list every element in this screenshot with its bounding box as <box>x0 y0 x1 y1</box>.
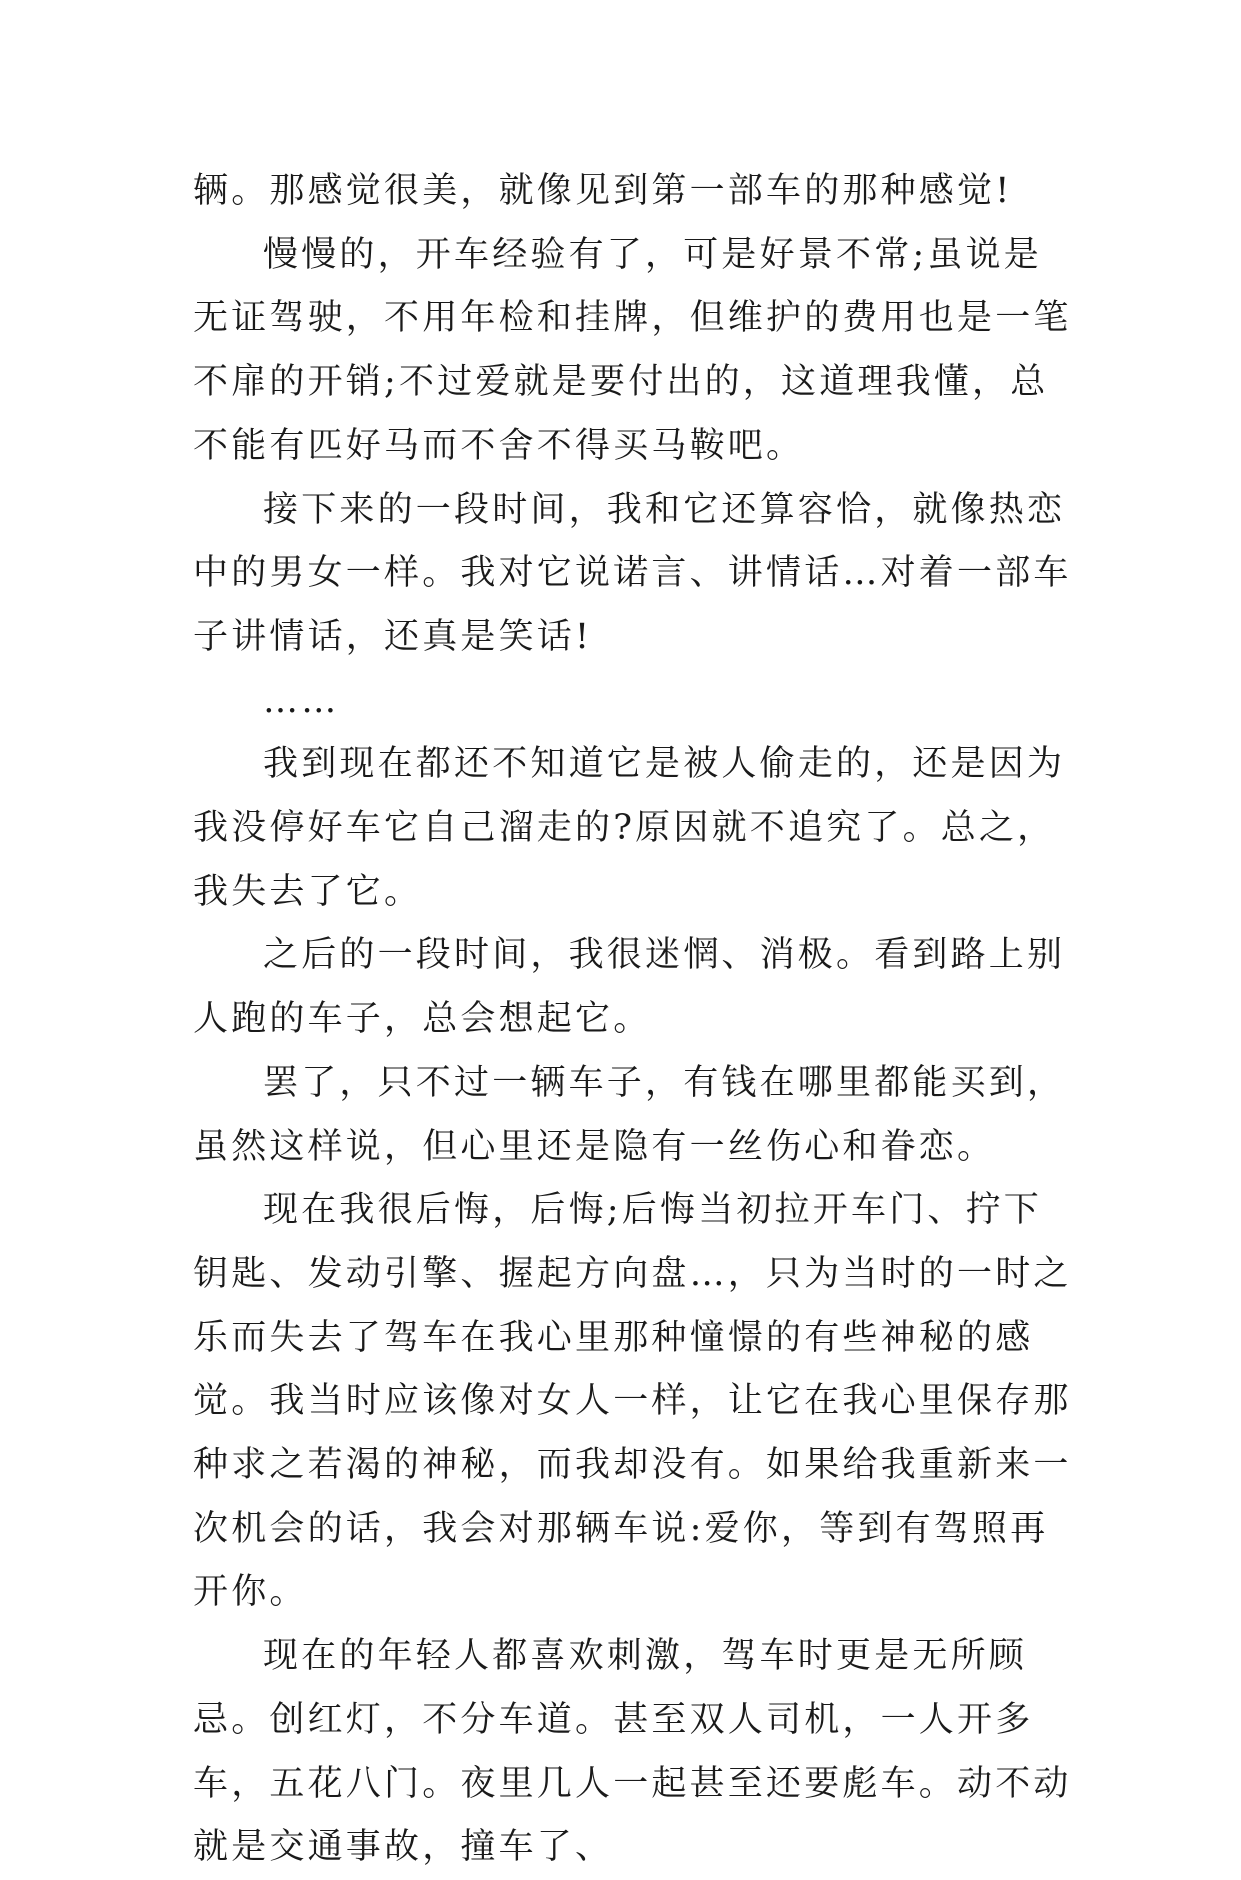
paragraph-1: 辆。那感觉很美，就像见到第一部车的那种感觉! <box>193 171 1013 211</box>
paragraph-8: 现在我很后悔，后悔;后悔当初拉开车门、拧下钥匙、发动引擎、握起方向盘…，只为当时的一时之乐而失去了驾车在我心里那种憧憬的有些神秘的感觉。我当时应该像对女人一样，让它在我心里保存那种求之若渴的神秘，而我却没有。如果给我重新来一次机会的话，我会对那辆车说:爱你，等到有驾照再开你。 <box>193 1190 1072 1613</box>
body-text <box>193 160 1073 1880</box>
paragraph-6: 之后的一段时间，我很迷惘、消极。看到路上别人跑的车子，总会想起它。 <box>193 935 1066 1040</box>
paragraph-7: 罢了，只不过一辆车子，有钱在哪里都能买到，虽然这样说，但心里还是隐有一丝伤心和眷恋。 <box>193 1062 1066 1167</box>
paragraph-2: 慢慢的，开车经验有了，可是好景不常;虽说是无证驾驶，不用年检和挂牌，但维护的费用也是一笔不扉的开销;不过爱就是要付出的，这道理我懂，总不能有匹好马而不舍不得买马鞍吧。 <box>193 234 1072 466</box>
paragraph-3: 接下来的一段时间，我和它还算容恰，就像热恋中的男女一样。我对它说诺言、讲情话…对着一部车子讲情话，还真是笑话! <box>193 489 1072 657</box>
paragraph-9: 现在的年轻人都喜欢刺激，驾车时更是无所顾忌。创红灯，不分车道。甚至双人司机，一人开多车，五花八门。夜里几人一起甚至还要彪车。动不动就是交通事故，撞车了、 <box>193 1636 1072 1868</box>
paragraph-5: 我到现在都还不知道它是被人偷走的，还是因为我没停好车它自己溜走的?原因就不追究了。总之，我失去了它。 <box>193 744 1066 912</box>
paragraph-ellipsis: …… <box>263 680 340 721</box>
